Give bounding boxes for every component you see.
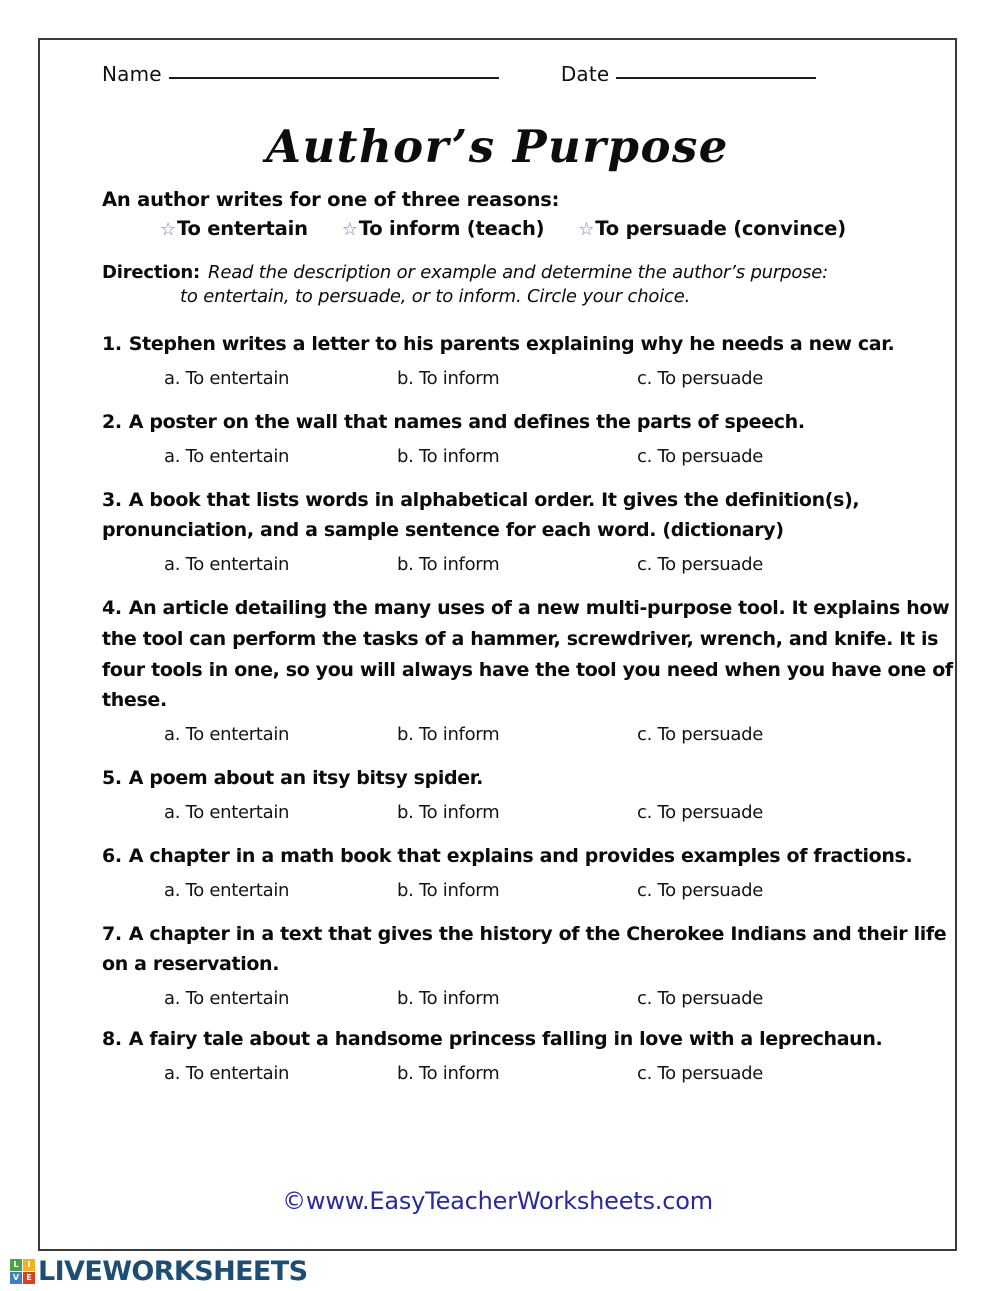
direction-line-2: to entertain, to persuade, or to inform. Circle your choice. <box>180 286 691 307</box>
option-b[interactable]: b. To inform <box>397 367 500 389</box>
question-item <box>102 841 958 901</box>
option-c[interactable]: c. To persuade <box>637 1062 764 1084</box>
option-c[interactable]: c. To persuade <box>637 879 764 901</box>
question-number: 4. <box>102 597 122 620</box>
question-text <box>102 763 958 794</box>
question-body: A book that lists words in alphabetical order. It gives the definition(s), pronunciation, and a sample sentence for each word. (dictionary) <box>102 488 860 542</box>
name-label: Name <box>102 62 162 86</box>
question-text <box>102 329 958 360</box>
question-number: 3. <box>102 488 122 511</box>
reasons-row <box>160 217 958 240</box>
option-b[interactable]: b. To inform <box>397 445 500 467</box>
question-item <box>102 763 958 823</box>
question-body: A chapter in a math book that explains and provides examples of fractions. <box>128 844 913 867</box>
direction-block <box>102 262 958 307</box>
logo-tile-l: L <box>10 1259 22 1271</box>
option-a[interactable]: a. To entertain <box>164 801 290 823</box>
question-number: 8. <box>102 1028 122 1051</box>
option-b[interactable]: b. To inform <box>397 801 500 823</box>
date-blank-line[interactable] <box>616 77 816 79</box>
question-body: A chapter in a text that gives the history of the Cherokee Indians and their life on a reservation. <box>102 922 947 976</box>
option-c[interactable]: c. To persuade <box>637 801 764 823</box>
question-text <box>102 593 958 716</box>
option-c[interactable]: c. To persuade <box>637 724 764 746</box>
reason-entertain <box>160 217 308 240</box>
option-b[interactable]: b. To inform <box>397 1062 500 1084</box>
logo-tile-v: V <box>10 1272 22 1284</box>
option-b[interactable]: b. To inform <box>397 554 500 576</box>
question-body: A poster on the wall that names and defines the parts of speech. <box>128 410 805 433</box>
answer-options <box>102 554 958 575</box>
liveworksheets-brand <box>10 1256 307 1287</box>
option-a[interactable]: a. To entertain <box>164 1062 290 1084</box>
question-text <box>102 1024 958 1055</box>
question-item <box>102 919 958 1010</box>
question-text <box>102 919 958 981</box>
reason-inform <box>342 217 545 240</box>
reason-persuade <box>578 217 846 240</box>
question-text <box>102 485 958 547</box>
option-b[interactable]: b. To inform <box>397 879 500 901</box>
option-c[interactable]: c. To persuade <box>637 445 764 467</box>
question-item <box>102 485 958 576</box>
question-number: 7. <box>102 922 122 945</box>
option-c[interactable]: c. To persuade <box>637 554 764 576</box>
star-icon: ☆ <box>341 219 358 240</box>
name-blank-line[interactable] <box>169 77 499 79</box>
answer-options <box>102 724 958 745</box>
direction-label: Direction: <box>102 262 201 283</box>
question-item <box>102 593 958 745</box>
question-number: 1. <box>102 333 122 355</box>
answer-options <box>102 368 958 389</box>
option-c[interactable]: c. To persuade <box>637 988 764 1010</box>
star-icon: ☆ <box>160 219 176 240</box>
liveworksheets-wordmark: LIVEWORKSHEETS <box>38 1256 308 1287</box>
option-a[interactable]: a. To entertain <box>164 367 290 389</box>
footer-website-url[interactable]: ©www.EasyTeacherWorksheets.com <box>282 1187 713 1215</box>
intro-lead-in: An author writes for one of three reasons: <box>102 188 560 211</box>
question-item <box>102 329 958 389</box>
question-item <box>102 407 958 467</box>
answer-options <box>102 802 958 823</box>
question-text <box>102 841 958 872</box>
answer-options <box>102 880 958 901</box>
answer-options <box>102 1063 958 1084</box>
reason-inform-label: To inform (teach) <box>358 217 545 240</box>
answer-options <box>102 988 958 1009</box>
option-a[interactable]: a. To entertain <box>164 724 290 746</box>
question-number: 5. <box>102 767 122 790</box>
worksheet-content <box>102 188 958 1102</box>
star-icon: ☆ <box>578 219 595 240</box>
option-a[interactable]: a. To entertain <box>164 445 290 467</box>
question-list <box>102 329 958 1084</box>
option-c[interactable]: c. To persuade <box>637 367 764 389</box>
question-number: 6. <box>102 844 122 867</box>
page-title: Author’s Purpose <box>266 120 729 173</box>
reason-persuade-label: To persuade (convince) <box>595 217 846 240</box>
option-a[interactable]: a. To entertain <box>164 554 290 576</box>
logo-tile-i: I <box>23 1259 35 1271</box>
question-item <box>102 1024 958 1084</box>
name-date-header <box>102 62 902 86</box>
question-body: A fairy tale about a handsome princess falling in love with a leprechaun. <box>128 1028 883 1051</box>
reason-entertain-label: To entertain <box>176 217 308 240</box>
answer-options <box>102 446 958 467</box>
option-b[interactable]: b. To inform <box>397 724 500 746</box>
question-number: 2. <box>102 410 122 433</box>
date-label: Date <box>560 62 610 86</box>
liveworksheets-logo-icon <box>10 1259 35 1284</box>
direction-line-1: Read the description or example and determine the author’s purpose: <box>208 262 829 283</box>
question-body: An article detailing the many uses of a new multi-purpose tool. It explains how the tool can perform the tasks of a hammer, screwdriver, wrench, and knife. It is four tools in one, so you will always have the tool you need when you have one of these. <box>102 597 953 712</box>
logo-tile-e: E <box>23 1272 35 1284</box>
question-text <box>102 407 958 438</box>
worksheet-page <box>38 38 957 1251</box>
question-body: Stephen writes a letter to his parents explaining why he needs a new car. <box>128 333 895 355</box>
question-body: A poem about an itsy bitsy spider. <box>128 767 483 790</box>
option-b[interactable]: b. To inform <box>397 988 500 1010</box>
option-a[interactable]: a. To entertain <box>164 879 290 901</box>
option-a[interactable]: a. To entertain <box>164 988 290 1010</box>
